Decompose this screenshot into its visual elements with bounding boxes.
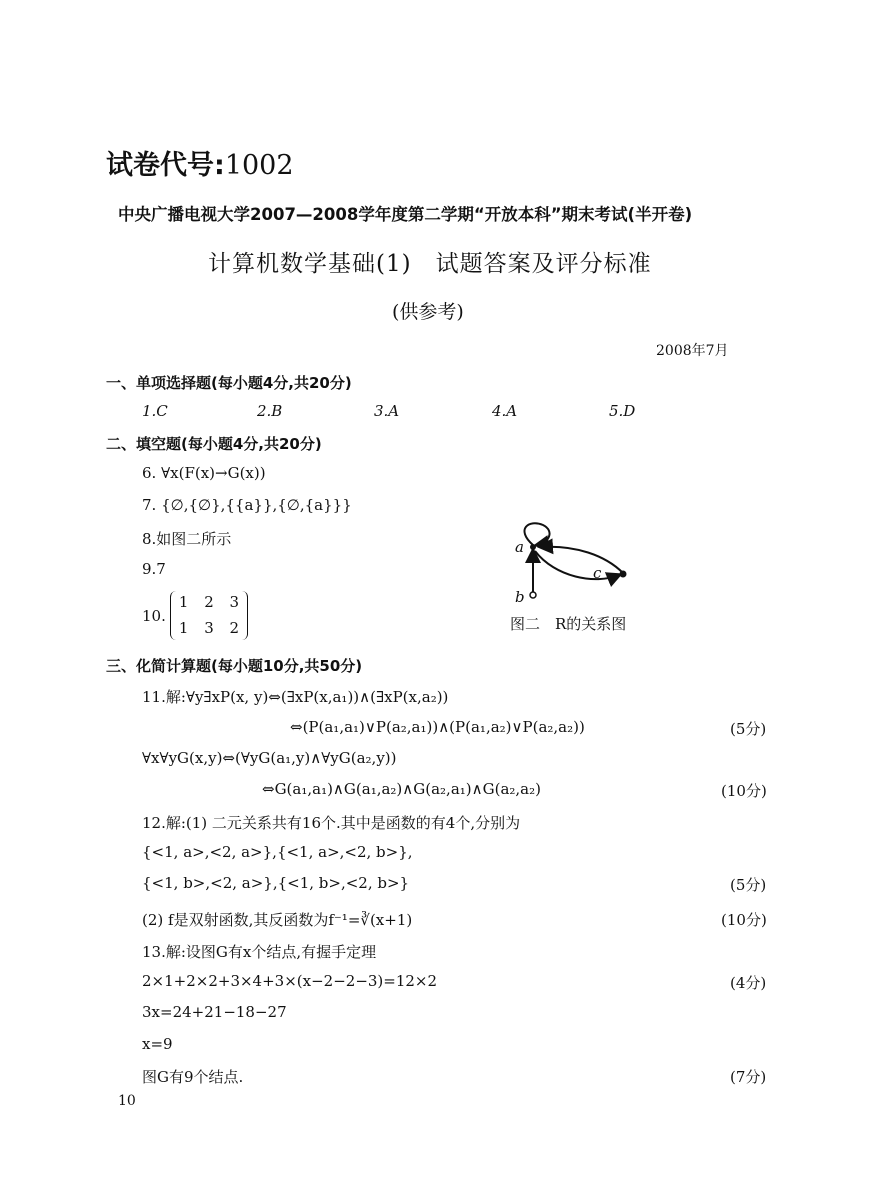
answer-9: 9.7 <box>142 560 166 578</box>
q12-score-1: (5分) <box>730 876 767 894</box>
paper-code-label: 试卷代号: <box>106 150 225 181</box>
page-number: 10 <box>118 1093 136 1109</box>
node-c <box>620 571 627 578</box>
page-title: 计算机数学基础(1) 试题答案及评分标准 <box>208 251 652 277</box>
section-2-heading: 二、填空题(每小题4分,共20分) <box>106 435 322 453</box>
matrix-cell: 3 <box>229 593 240 611</box>
paper-code-number: 1002 <box>224 150 294 181</box>
answer-6: 6. ∀x(F(x)→G(x)) <box>142 464 266 482</box>
q13-line-4: x=9 <box>142 1035 173 1053</box>
relation-graph-figure <box>505 515 645 615</box>
edge-a-c <box>535 551 619 579</box>
q12-line-3: {<1, b>,<2, a>},{<1, b>,<2, b>} <box>142 874 410 892</box>
figure-caption: 图二 R的关系图 <box>510 615 627 633</box>
q11-line-4: ⇔G(a₁,a₁)∧G(a₁,a₂)∧G(a₂,a₁)∧G(a₂,a₂) <box>262 780 541 798</box>
section-1-heading: 一、单项选择题(每小题4分,共20分) <box>106 374 352 392</box>
answer-8: 8.如图二所示 <box>142 530 232 548</box>
q13-score-2: (7分) <box>730 1068 767 1086</box>
q12-score-2: (10分) <box>721 911 767 929</box>
exam-date: 2008年7月 <box>656 343 729 359</box>
node-a-label: a <box>515 538 524 556</box>
node-b <box>530 592 536 598</box>
section-3-heading: 三、化简计算题(每小题10分,共50分) <box>106 657 363 675</box>
answer-2: 2.B <box>257 402 283 420</box>
matrix-row-2 <box>171 619 247 637</box>
answer-7: 7. {∅,{∅},{{a}},{∅,{a}}} <box>142 496 352 514</box>
q13-line-3: 3x=24+21−18−27 <box>142 1003 287 1021</box>
matrix-cell: 1 <box>178 593 189 611</box>
answer-1: 1.C <box>142 402 168 420</box>
q11-line-3: ∀x∀yG(x,y)⇔(∀yG(a₁,y)∧∀yG(a₂,y)) <box>142 749 397 767</box>
q13-line-1: 13.解:设图G有x个结点,有握手定理 <box>142 943 377 961</box>
node-a <box>530 544 536 550</box>
q13-line-5: 图G有9个结点. <box>142 1068 244 1086</box>
answer-5: 5.D <box>609 402 636 420</box>
q11-score-1: (5分) <box>730 720 767 738</box>
q11-line-1: 11.解:∀y∃xP(x, y)⇔(∃xP(x,a₁))∧(∃xP(x,a₂)) <box>142 688 449 706</box>
relation-matrix <box>170 591 248 640</box>
q11-line-2: ⇔(P(a₁,a₁)∨P(a₂,a₁))∧(P(a₁,a₂)∨P(a₂,a₂)) <box>290 718 585 736</box>
node-c-label: c <box>593 564 602 582</box>
q12-line-4: (2) f是双射函数,其反函数为f⁻¹=∛(x+1) <box>142 911 413 929</box>
paper-code <box>106 143 294 182</box>
answer-10-label: 10. <box>142 607 166 625</box>
q11-score-2: (10分) <box>721 782 767 800</box>
node-b-label: b <box>515 588 525 606</box>
matrix-row-1 <box>171 593 247 611</box>
school-exam-line: 中央广播电视大学2007—2008学年度第二学期“开放本科”期末考试(半开卷) <box>118 205 693 224</box>
q12-line-2: {<1, a>,<2, a>},{<1, a>,<2, b>}, <box>142 843 413 861</box>
q13-score-1: (4分) <box>730 974 767 992</box>
matrix-cell: 2 <box>229 619 240 637</box>
matrix-cell: 2 <box>204 593 214 611</box>
q13-line-2: 2×1+2×2+3×4+3×(x−2−2−3)=12×2 <box>142 972 438 990</box>
matrix-cell: 3 <box>204 619 214 637</box>
q12-line-1: 12.解:(1) 二元关系共有16个.其中是函数的有4个,分别为 <box>142 814 521 832</box>
answer-3: 3.A <box>374 402 400 420</box>
edge-a-loop <box>524 523 549 545</box>
edge-c-a <box>541 547 623 573</box>
reference-note: (供参考) <box>392 301 464 323</box>
answer-4: 4.A <box>492 402 518 420</box>
matrix-cell: 1 <box>178 619 189 637</box>
